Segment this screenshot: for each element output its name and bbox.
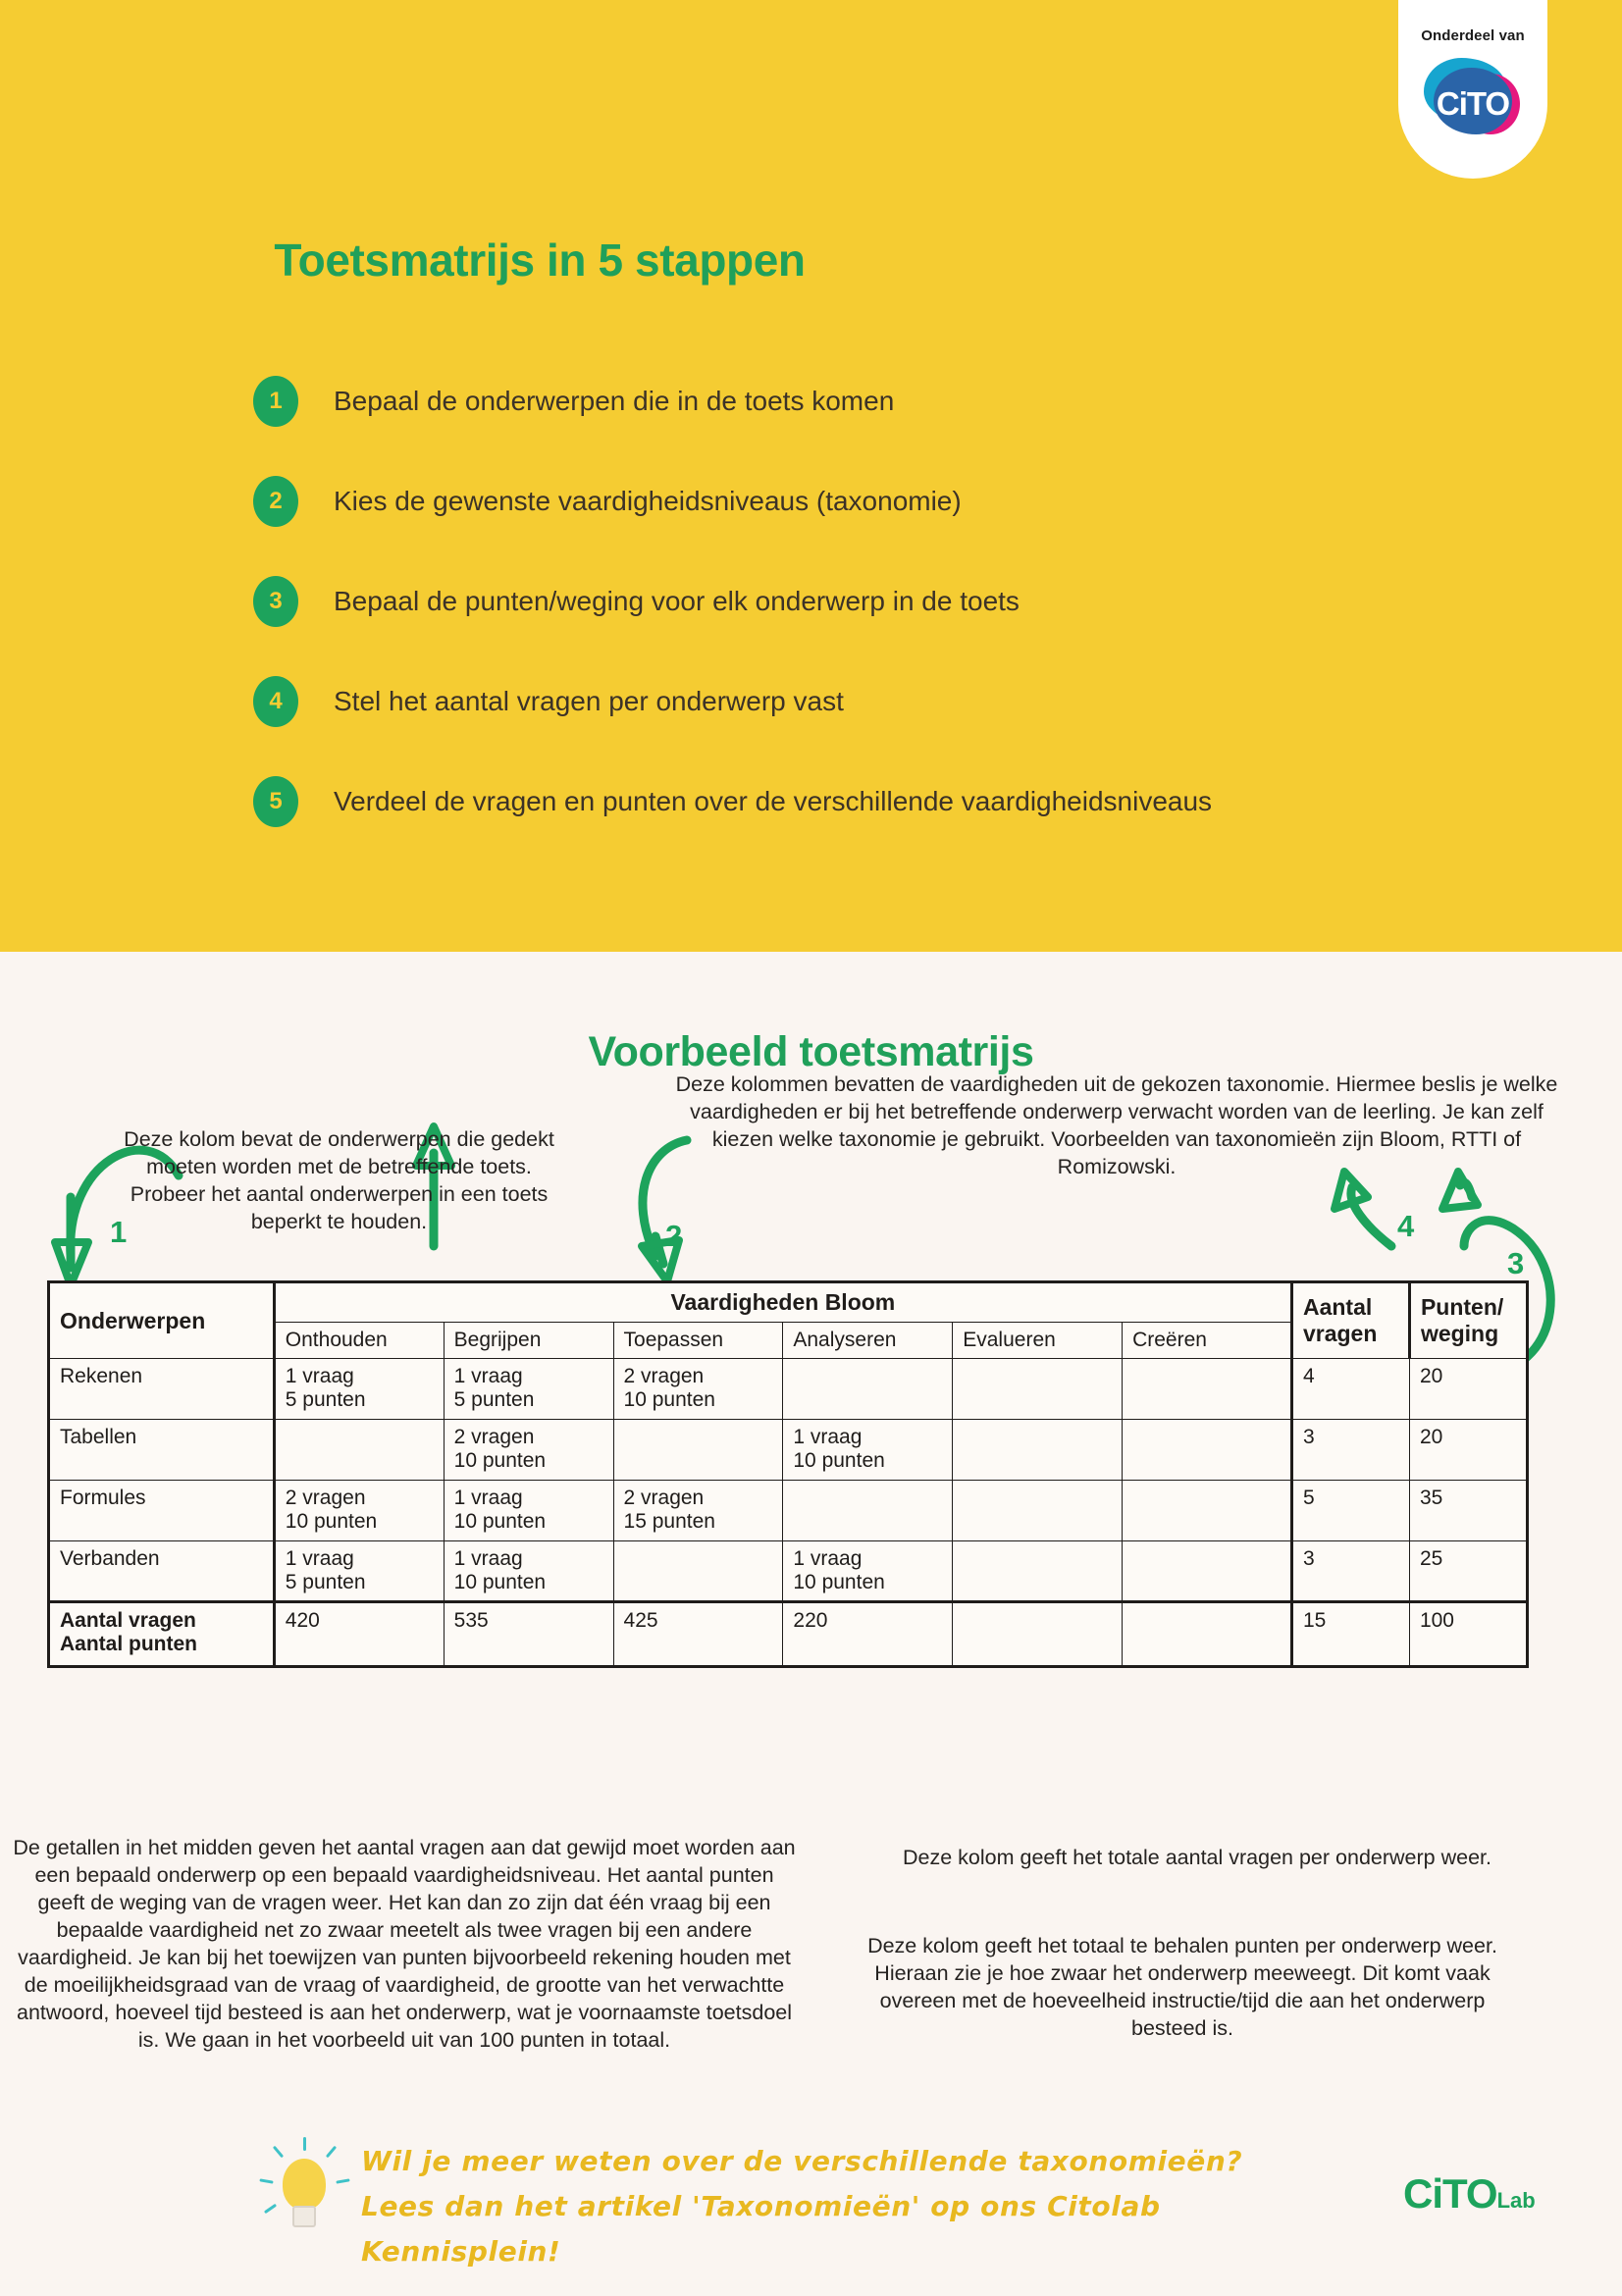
- cell-skill: [953, 1541, 1123, 1602]
- annotation-number-1: 1: [110, 1215, 128, 1249]
- cito-logo-text: CiTO: [1436, 85, 1510, 122]
- cell-punten-weging: 20: [1409, 1359, 1527, 1420]
- cell-skill: [274, 1420, 444, 1481]
- table-row: [49, 1541, 1528, 1602]
- column-header-begrijpen: Begrijpen: [444, 1323, 613, 1359]
- header-line-2: vragen: [1302, 1321, 1378, 1346]
- toetsmatrijs-table: [47, 1280, 1529, 1668]
- header-line-1: Aantal: [1302, 1294, 1373, 1320]
- total-points: 25: [635, 1609, 658, 1632]
- total-questions: 4: [623, 1609, 636, 1632]
- citolab-logo: [1403, 2170, 1536, 2218]
- badge-caption: Onderdeel van: [1421, 27, 1525, 44]
- cell-skill: [444, 1541, 613, 1602]
- cell-skill: [444, 1481, 613, 1541]
- column-group-header-bloom: Vaardigheden Bloom: [274, 1282, 1291, 1323]
- cell-aantal-vragen: 3: [1291, 1541, 1409, 1602]
- cell-skill: [953, 1359, 1123, 1420]
- cell-points: 10 punten: [793, 1571, 885, 1593]
- cell-skill: [613, 1420, 783, 1481]
- cell-topic: Tabellen: [49, 1420, 275, 1481]
- footer: [0, 2119, 1622, 2296]
- step-item-1: [253, 351, 1431, 451]
- section-title: Voorbeeld toetsmatrijs: [588, 1028, 1034, 1075]
- step-item-4: [253, 652, 1431, 752]
- top-yellow-band: [0, 0, 1622, 952]
- page-title: Toetsmatrijs in 5 stappen: [274, 235, 806, 286]
- cell-skill: [953, 1420, 1123, 1481]
- cell-questions: 1 vraag: [793, 1547, 863, 1570]
- cell-skill: [783, 1359, 953, 1420]
- cell-total-skill: [274, 1602, 444, 1667]
- table-row: [49, 1481, 1528, 1541]
- cell-points: 10 punten: [793, 1449, 885, 1472]
- cell-skill: [274, 1541, 444, 1602]
- cito-partner-badge: [1398, 0, 1547, 179]
- cell-total-skill: [953, 1602, 1123, 1667]
- step-label: Kies de gewenste vaardigheidsniveaus (taxonomie): [334, 486, 962, 516]
- cell-total-skill: [444, 1602, 613, 1667]
- callout-text-3: Deze kolom geeft het totaal te behalen punten per onderwerp weer. Hieraan zie je hoe zwaar het onderwerp meeweegt. Dit komt vaak overeen met de hoeveelheid instructie/tijd die aan het onderwerp besteed is.: [867, 1934, 1497, 2040]
- cell-points: 15 punten: [623, 1510, 715, 1533]
- step-label: Bepaal de punten/weging voor elk onderwerp in de toets: [334, 586, 1020, 616]
- total-points: 20: [805, 1609, 828, 1632]
- totals-label-vragen: Aantal vragen: [60, 1609, 196, 1632]
- cell-skill: [783, 1541, 953, 1602]
- cell-skill: [1123, 1359, 1292, 1420]
- cell-questions: 1 vraag: [453, 1547, 523, 1570]
- cell-questions: 1 vraag: [453, 1365, 523, 1387]
- cell-skill: [613, 1359, 783, 1420]
- header-line-1: Punten/: [1420, 1294, 1504, 1320]
- example-section: [0, 952, 1622, 2296]
- cell-skill: [613, 1481, 783, 1541]
- cell-questions: 2 vragen: [623, 1487, 705, 1509]
- step-item-5: [253, 752, 1431, 852]
- cell-questions: 2 vragen: [453, 1426, 535, 1448]
- cell-questions: 1 vraag: [285, 1365, 354, 1387]
- column-header-punten-weging: [1409, 1282, 1527, 1359]
- cell-total-skill: [1123, 1602, 1292, 1667]
- lightbulb-icon: [257, 2137, 351, 2235]
- annotation-number-3: 3: [1507, 1246, 1525, 1280]
- cito-logo-icon: [1418, 52, 1528, 138]
- table-row: [49, 1359, 1528, 1420]
- cell-questions: 1 vraag: [285, 1547, 354, 1570]
- step-item-3: [253, 551, 1431, 652]
- step-item-2: [253, 451, 1431, 551]
- cell-total-skill: [613, 1602, 783, 1667]
- cell-skill: [783, 1420, 953, 1481]
- callout-text-4: Deze kolom geeft het totale aantal vragen per onderwerp weer.: [903, 1846, 1491, 1869]
- cell-skill: [444, 1420, 613, 1481]
- column-header-aantal-vragen: [1291, 1282, 1409, 1359]
- cell-topic: Rekenen: [49, 1359, 275, 1420]
- step-label: Stel het aantal vragen per onderwerp vast: [334, 686, 844, 716]
- footer-line-2: Lees dan het artikel 'Taxonomieën' op ons Citolab Kennisplein!: [361, 2190, 1161, 2269]
- total-questions: 5: [453, 1609, 466, 1632]
- step-number-badge: 4: [253, 676, 298, 727]
- column-header-analyseren: Analyseren: [783, 1323, 953, 1359]
- cell-points: 10 punten: [453, 1571, 547, 1593]
- cell-aantal-vragen: 5: [1291, 1481, 1409, 1541]
- cell-points: 10 punten: [453, 1510, 547, 1533]
- column-header-onderwerpen: Onderwerpen: [49, 1282, 275, 1359]
- cell-points: 10 punten: [623, 1388, 715, 1411]
- table-header-row-group: [49, 1282, 1528, 1323]
- cell-questions: 1 vraag: [793, 1426, 863, 1448]
- footer-message: [361, 2139, 1303, 2275]
- cell-skill: [1123, 1420, 1292, 1481]
- step-label: Bepaal de onderwerpen die in de toets komen: [334, 386, 895, 416]
- cell-totals-label: [49, 1602, 275, 1667]
- step-number-badge: 1: [253, 376, 298, 427]
- cell-points: 5 punten: [285, 1388, 366, 1411]
- steps-list: [253, 351, 1431, 852]
- cell-questions: 2 vragen: [285, 1487, 366, 1509]
- annotation-number-2: 2: [665, 1219, 683, 1253]
- footer-line-1: Wil je meer weten over de verschillende taxonomieën?: [361, 2145, 1243, 2177]
- cell-skill: [1123, 1541, 1292, 1602]
- cell-questions: 1 vraag: [453, 1487, 523, 1509]
- totals-label-punten: Aantal punten: [60, 1633, 197, 1655]
- cell-punten-weging: 25: [1409, 1541, 1527, 1602]
- cell-grand-total-questions: 15: [1291, 1602, 1409, 1667]
- cell-points: 10 punten: [285, 1510, 378, 1533]
- cell-points: 5 punten: [453, 1388, 535, 1411]
- cell-skill: [274, 1359, 444, 1420]
- column-header-onthouden: Onthouden: [274, 1323, 444, 1359]
- cell-total-skill: [783, 1602, 953, 1667]
- table-totals-row: [49, 1602, 1528, 1667]
- cell-aantal-vragen: 3: [1291, 1420, 1409, 1481]
- total-points: 20: [296, 1609, 320, 1632]
- step-number-badge: 2: [253, 476, 298, 527]
- cell-points: 5 punten: [285, 1571, 366, 1593]
- total-questions: 4: [285, 1609, 297, 1632]
- citolab-logo-suffix: Lab: [1496, 2188, 1536, 2213]
- cell-topic: Formules: [49, 1481, 275, 1541]
- cell-skill: [1123, 1481, 1292, 1541]
- step-number-badge: 5: [253, 776, 298, 827]
- cell-skill: [274, 1481, 444, 1541]
- header-line-2: weging: [1420, 1321, 1499, 1346]
- citolab-logo-text: CiTO: [1403, 2170, 1497, 2217]
- cell-grand-total-points: 100: [1409, 1602, 1527, 1667]
- cell-points: 10 punten: [453, 1449, 547, 1472]
- step-number-badge: 3: [253, 576, 298, 627]
- step-label: Verdeel de vragen en punten over de verschillende vaardigheidsniveaus: [334, 786, 1213, 816]
- cell-topic: Verbanden: [49, 1541, 275, 1602]
- cell-aantal-vragen: 4: [1291, 1359, 1409, 1420]
- cell-skill: [613, 1541, 783, 1602]
- cell-punten-weging: 35: [1409, 1481, 1527, 1541]
- column-header-evalueren: Evalueren: [953, 1323, 1123, 1359]
- column-header-toepassen: Toepassen: [613, 1323, 783, 1359]
- total-points: 35: [465, 1609, 489, 1632]
- column-header-creeren: Creëren: [1123, 1323, 1292, 1359]
- callout-text-1: Deze kolom bevat de onderwerpen die gedekt moeten worden met de betreffende toets. Probeer het aantal onderwerpen in een toets beperkt te houden.: [124, 1127, 554, 1233]
- callout-text-2: Deze kolommen bevatten de vaardigheden uit de gekozen taxonomie. Hiermee beslis je welke vaardigheden er bij het betreffende onderwerp verwacht worden van de leerling. Je kan zelf kiezen welke taxonomie je gebruikt. Voorbeelden van taxonomieën zijn Bloom, RTTI of Romizowski.: [675, 1072, 1558, 1178]
- total-questions: 2: [793, 1609, 806, 1632]
- cell-skill: [783, 1481, 953, 1541]
- annotation-number-4: 4: [1397, 1209, 1415, 1243]
- cell-skill: [444, 1359, 613, 1420]
- cell-skill: [953, 1481, 1123, 1541]
- table-row: [49, 1420, 1528, 1481]
- cell-questions: 2 vragen: [623, 1365, 705, 1387]
- toetsmatrijs-table-wrap: [47, 1280, 1529, 1668]
- cell-punten-weging: 20: [1409, 1420, 1527, 1481]
- callout-text-5: De getallen in het midden geven het aantal vragen aan dat gewijd moet worden aan een bepaald onderwerp op een bepaald vaardigheidsniveau. Het aantal punten geeft de weging van de vragen weer. Het kan dan zo zijn dat één vraag bij een bepaalde vaardigheid net zo zwaar meetelt als twee vragen bij een andere vaardigheid. Je kan bij het toewijzen van punten bijvoorbeeld rekening houden met de moeilijkheidsgraad van de vraag of vaardigheid, de grootte van het verwachtte antwoord, hoeveel tijd besteed is aan het onderwerp, wat je voornaamste toetsdoel is. We gaan in het voorbeeld uit van 100 punten in totaal.: [13, 1836, 796, 2052]
